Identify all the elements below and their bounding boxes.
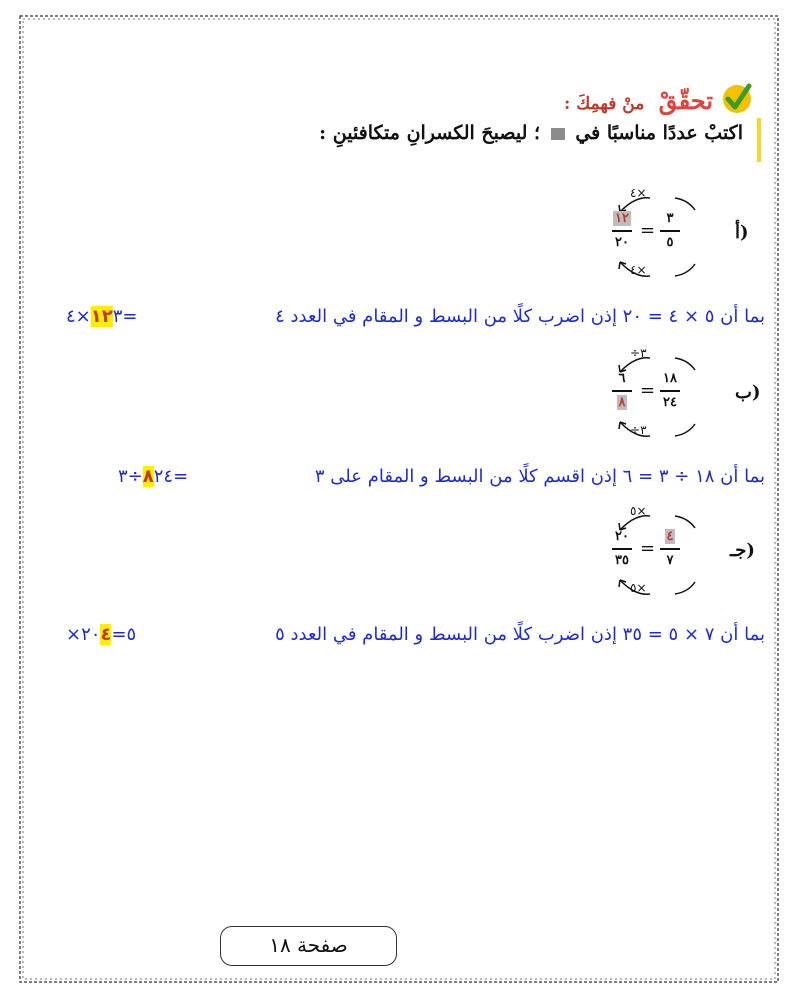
given-denominator: ٥ <box>666 235 674 250</box>
answer-denominator: ٨ <box>618 395 626 410</box>
fraction-bar <box>660 390 680 392</box>
given-numerator: ١٨ <box>663 371 677 386</box>
answer-fraction <box>612 370 632 412</box>
fraction-bar <box>612 390 632 392</box>
title-main: تحقّقْ <box>658 86 713 115</box>
answer-numerator: ٢٠ <box>615 529 629 544</box>
bottom-arc-icon <box>610 418 700 443</box>
bottom-operation: ÷٣ <box>630 423 647 437</box>
top-operation: ٤× <box>630 186 647 200</box>
result-value: ١٢ <box>90 306 113 327</box>
page-border <box>18 14 780 984</box>
answer-numerator: ١٢ <box>615 211 629 226</box>
result-value: ٨ <box>142 466 154 487</box>
accent-bar <box>757 118 761 162</box>
solution-text-a: بما أن ٥ × ٤ = ٢٠ إذن اضرب كلًا من البسط و المقام في العدد ٤ <box>275 306 765 327</box>
section-title <box>564 86 713 115</box>
result-expression: ٣×٤= <box>66 306 138 327</box>
equals-sign: = <box>640 380 656 401</box>
fraction-bar <box>660 230 680 232</box>
fraction-bar <box>660 548 680 550</box>
given-numerator: ٣ <box>666 211 674 226</box>
fraction-bar <box>612 230 632 232</box>
result-a <box>66 306 138 327</box>
fraction-bar <box>612 548 632 550</box>
top-operation: ٥× <box>630 504 647 518</box>
bottom-operation: ٤× <box>630 263 647 277</box>
top-operation: ÷٣ <box>630 346 647 360</box>
answer-fraction <box>612 528 632 570</box>
result-c <box>66 624 136 645</box>
answer-fraction <box>612 210 632 252</box>
given-denominator: ٢٤ <box>663 395 677 410</box>
instruction-text <box>319 122 743 144</box>
bottom-operation: ٥× <box>630 581 647 595</box>
checkmark-icon <box>719 80 755 116</box>
page-number-label: صفحة ١٨ <box>220 926 397 966</box>
result-expression: ٢٤÷٣= <box>118 466 189 487</box>
problem-letter: جـ) <box>730 540 755 561</box>
answer-denominator: ٢٠ <box>615 235 629 250</box>
solution-text-c: بما أن ٧ × ٥ = ٣٥ إذن اضرب كلًا من البسط و المقام في العدد ٥ <box>275 624 765 645</box>
given-fraction <box>660 528 680 570</box>
answer-denominator: ٣٥ <box>615 553 629 568</box>
section-header <box>325 80 765 120</box>
equals-sign: = <box>640 538 656 559</box>
blank-square-icon <box>551 128 565 140</box>
bottom-arc-icon <box>610 258 700 283</box>
instruction-part-2: ؛ ليصبحَ الكسرانِ متكافئينِ : <box>319 122 541 144</box>
solution-text-b: بما أن ١٨ ÷ ٣ = ٦ إذن اقسم كلًا من البسط و المقام على ٣ <box>314 466 765 487</box>
bottom-arc-icon <box>610 576 700 601</box>
problem-letter: أ) <box>735 222 749 243</box>
given-denominator: ٧ <box>666 553 674 568</box>
answer-numerator: ٦ <box>618 371 626 386</box>
given-fraction <box>660 210 680 252</box>
title-subtitle: منْ فهمِكَ : <box>564 94 645 114</box>
given-numerator: ٤ <box>666 529 674 544</box>
problem-letter: ب) <box>735 382 761 403</box>
instruction-part-1: اكتبْ عددًا مناسبًا في <box>575 122 743 144</box>
result-b <box>118 466 188 487</box>
result-expression: ×٥=٢٠ <box>66 624 137 645</box>
given-fraction <box>660 370 680 412</box>
equals-sign: = <box>640 220 656 241</box>
result-value: ٤ <box>100 624 112 645</box>
